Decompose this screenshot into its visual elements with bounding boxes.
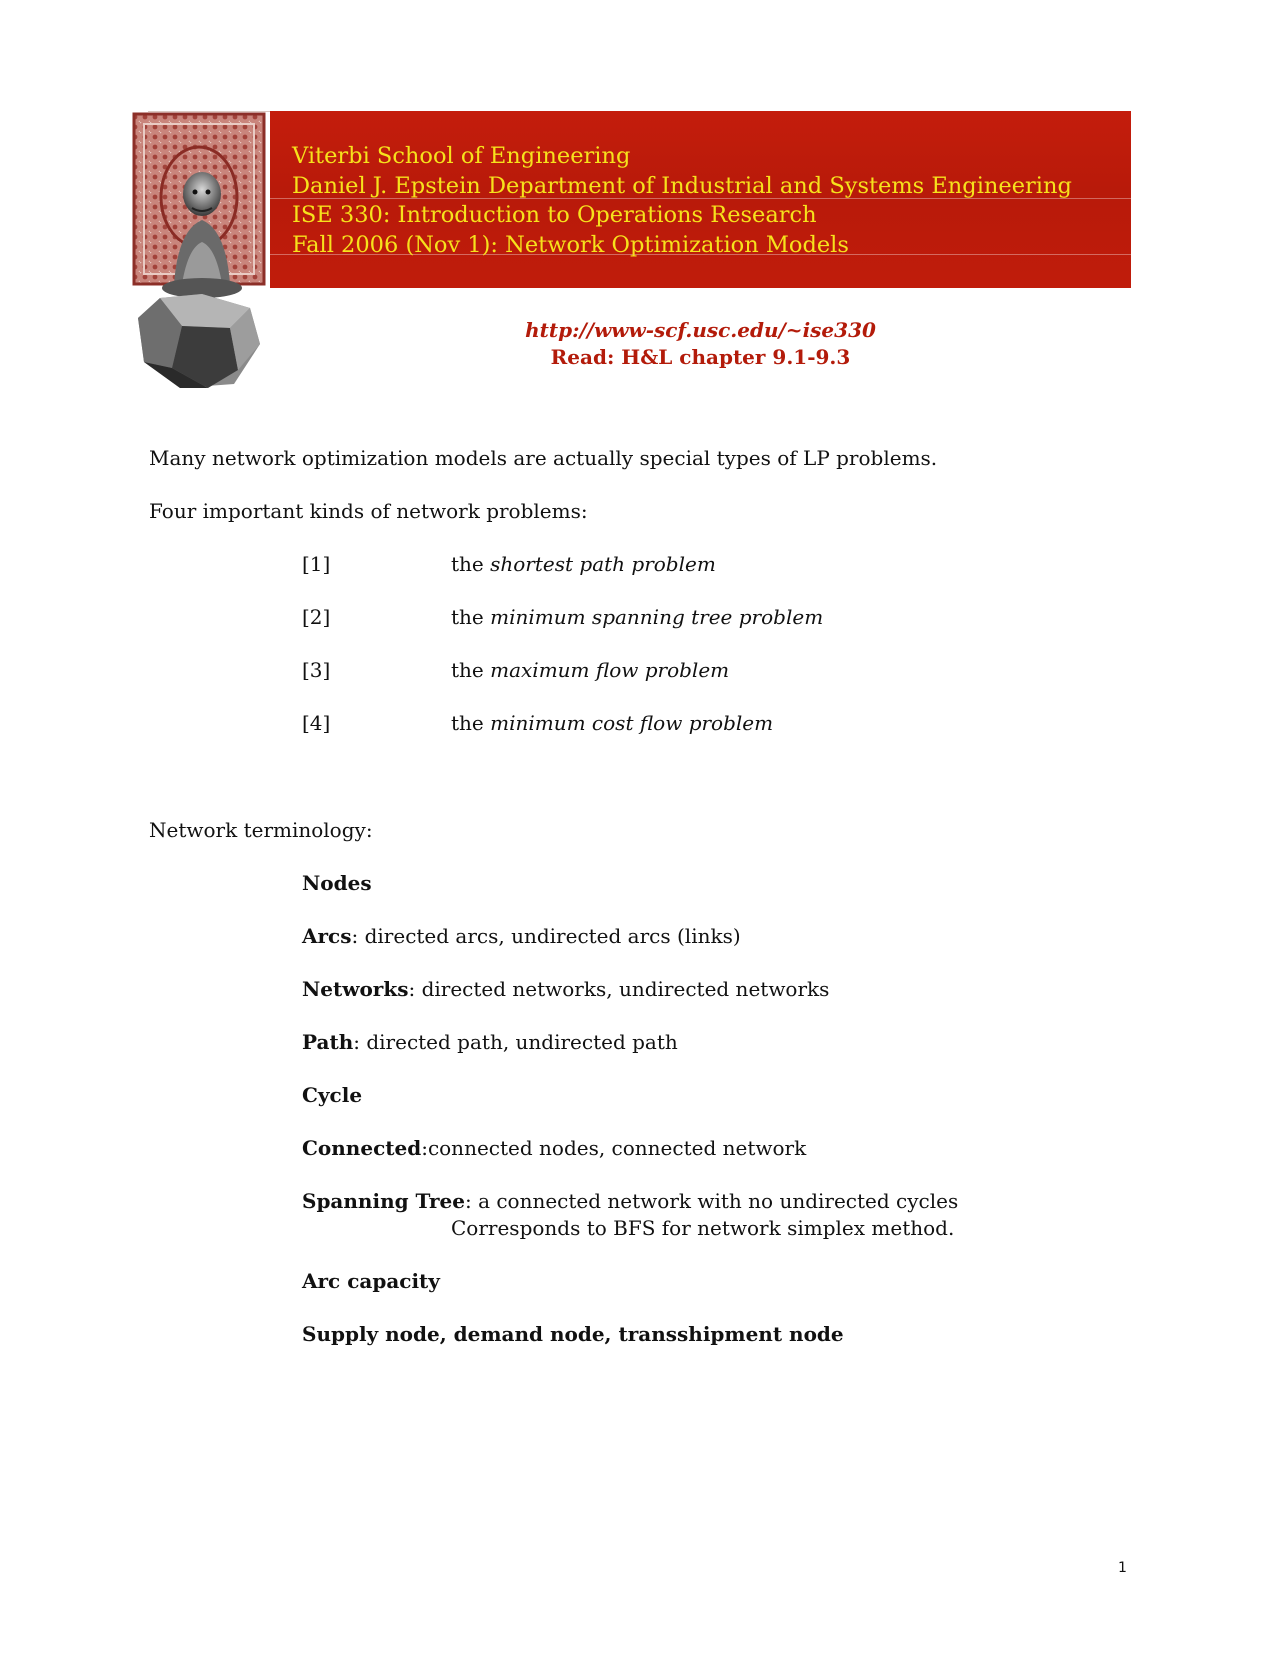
- term-name: Cycle: [302, 1083, 363, 1107]
- term-name: Spanning Tree: [302, 1189, 465, 1213]
- list-item: [451, 605, 823, 629]
- list-item: [451, 552, 716, 576]
- list-item-name: maximum flow problem: [490, 658, 730, 682]
- school-name: Viterbi School of Engineering: [292, 143, 631, 169]
- term-name: Networks: [302, 977, 409, 1001]
- lecture-title: Fall 2006 (Nov 1): Network Optimization Models: [292, 231, 849, 258]
- term-item: [302, 977, 829, 1001]
- department-name: Daniel J. Epstein Department of Industrial and Systems Engineering: [292, 172, 1072, 199]
- list-item-prefix: the: [451, 605, 491, 629]
- list-number: [3]: [302, 658, 331, 682]
- intro-paragraph: Many network optimization models are actually special types of LP problems.: [149, 446, 938, 470]
- list-number: [1]: [302, 552, 331, 576]
- term-name: Connected: [302, 1136, 422, 1160]
- term-name: Arc capacity: [302, 1269, 440, 1293]
- term-name: Supply node, demand node, transshipment node: [302, 1322, 844, 1346]
- spanning-tree-note: Corresponds to BFS for network simplex method.: [451, 1216, 955, 1240]
- page-number: 1: [1118, 1560, 1127, 1576]
- term-item: [302, 1189, 958, 1213]
- header-text: [292, 142, 1072, 260]
- term-name: Path: [302, 1030, 354, 1054]
- intro-paragraph: Four important kinds of network problems:: [149, 499, 588, 523]
- term-item: [302, 1083, 362, 1107]
- list-item-prefix: the: [451, 711, 491, 735]
- term-name: Nodes: [302, 871, 372, 895]
- reading-assignment: Read: H&L chapter 9.1-9.3: [550, 345, 851, 369]
- list-item-name: shortest path problem: [490, 552, 716, 576]
- list-number: [4]: [302, 711, 331, 735]
- term-item: [302, 1269, 440, 1293]
- term-desc: : directed path, undirected path: [353, 1030, 678, 1054]
- list-item-prefix: the: [451, 658, 491, 682]
- term-desc: : directed arcs, undirected arcs (links): [351, 924, 741, 948]
- term-item: [302, 871, 372, 895]
- course-title: ISE 330: Introduction to Operations Research: [292, 202, 817, 228]
- list-item-name: minimum spanning tree problem: [490, 605, 824, 629]
- term-item: [302, 1030, 678, 1054]
- list-item: [451, 658, 729, 682]
- list-item: [451, 711, 773, 735]
- term-item: [302, 924, 741, 948]
- logo-icon: [130, 112, 280, 402]
- term-name: Arcs: [302, 924, 352, 948]
- list-item-name: minimum cost flow problem: [490, 711, 774, 735]
- term-desc: : directed networks, undirected networks: [408, 977, 830, 1001]
- header-banner: [270, 111, 1131, 288]
- terminology-heading: Network terminology:: [149, 818, 373, 842]
- list-number: [2]: [302, 605, 331, 629]
- term-item: [302, 1322, 844, 1346]
- term-desc: :connected nodes, connected network: [421, 1136, 807, 1160]
- term-desc: : a connected network with no undirected cycles: [464, 1189, 959, 1213]
- course-url-link[interactable]: http://www-scf.usc.edu/~ise330: [525, 318, 876, 342]
- term-item: [302, 1136, 806, 1160]
- list-item-prefix: the: [451, 552, 491, 576]
